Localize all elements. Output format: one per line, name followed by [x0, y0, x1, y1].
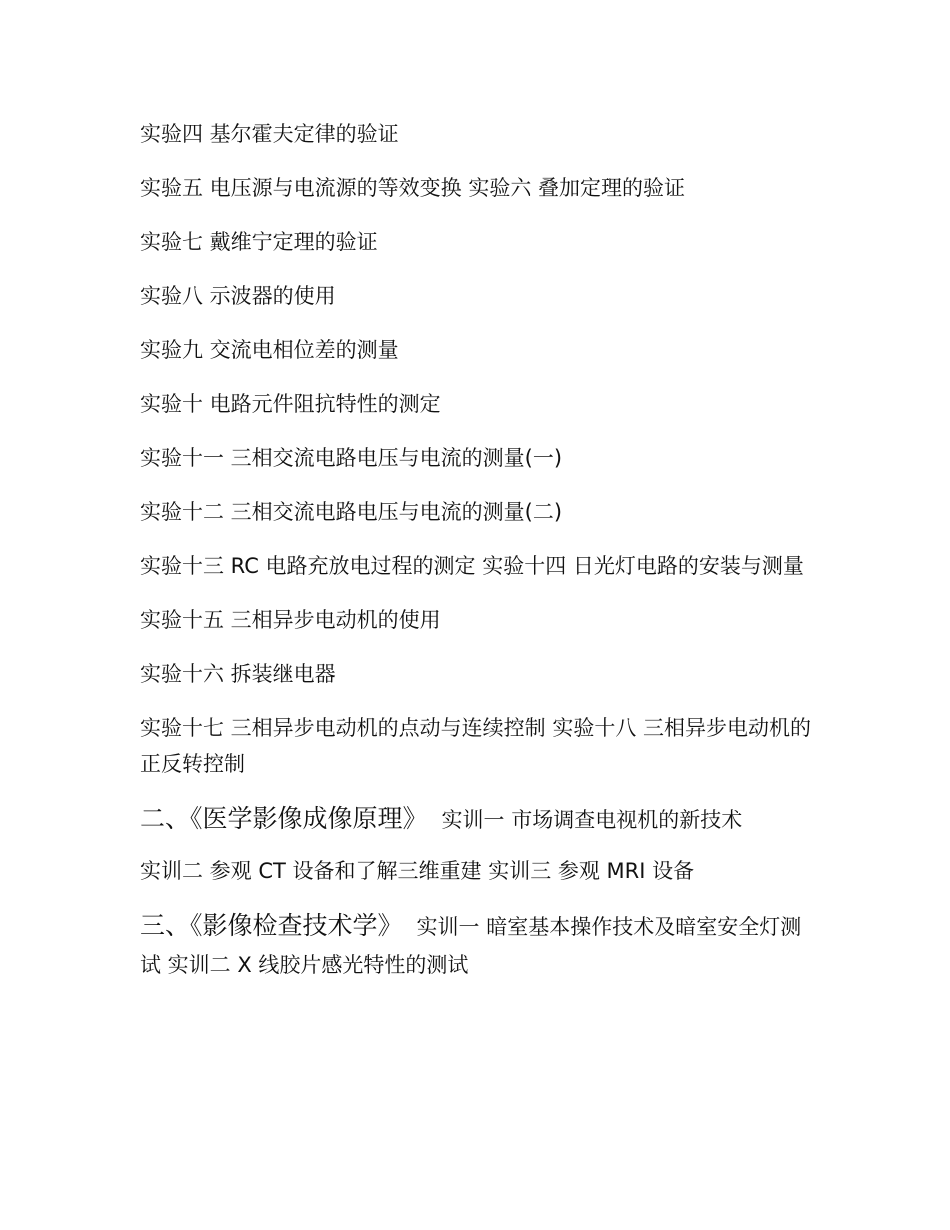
experiment-line: 实验九 交流电相位差的测量 — [140, 338, 399, 362]
experiment-line: 实验十 电路元件阻抗特性的测定 — [140, 392, 441, 416]
experiment-line: 实验十六 拆装继电器 — [140, 662, 336, 686]
experiment-line: 实验五 电压源与电流源的等效变换 实验六 叠加定理的验证 — [140, 176, 686, 200]
section-3-text: 实训一 暗室基本操作技术及暗室安全灯测试 实训二 X 线胶片感光特性的测试 — [140, 915, 802, 977]
experiment-line: 实验十一 三相交流电路电压与电流的测量(一) — [140, 446, 563, 470]
section-3-title: 三、《影像检查技术学》 — [140, 911, 403, 940]
experiment-line: 实验十三 RC 电路充放电过程的测定 实验十四 日光灯电路的安装与测量 — [140, 554, 804, 578]
experiment-line: 实验十七 三相异步电动机的点动与连续控制 实验十八 三相异步电动机的正反转控制 — [140, 716, 812, 776]
section-2-row — [140, 800, 812, 839]
experiment-line: 实验八 示波器的使用 — [140, 284, 336, 308]
section-2-line: 实训二 参观 CT 设备和了解三维重建 实训三 参观 MRI 设备 — [140, 859, 695, 883]
section-3-row — [140, 907, 812, 984]
document-page — [140, 116, 812, 998]
section-2-text: 实训一 市场调查电视机的新技术 — [441, 808, 743, 832]
experiment-line: 实验七 戴维宁定理的验证 — [140, 230, 378, 254]
experiment-line: 实验十二 三相交流电路电压与电流的测量(二) — [140, 500, 563, 524]
experiment-line: 实验四 基尔霍夫定律的验证 — [140, 122, 399, 146]
section-2-title: 二、《医学影像成像原理》 — [140, 804, 428, 833]
experiment-line: 实验十五 三相异步电动机的使用 — [140, 608, 441, 632]
